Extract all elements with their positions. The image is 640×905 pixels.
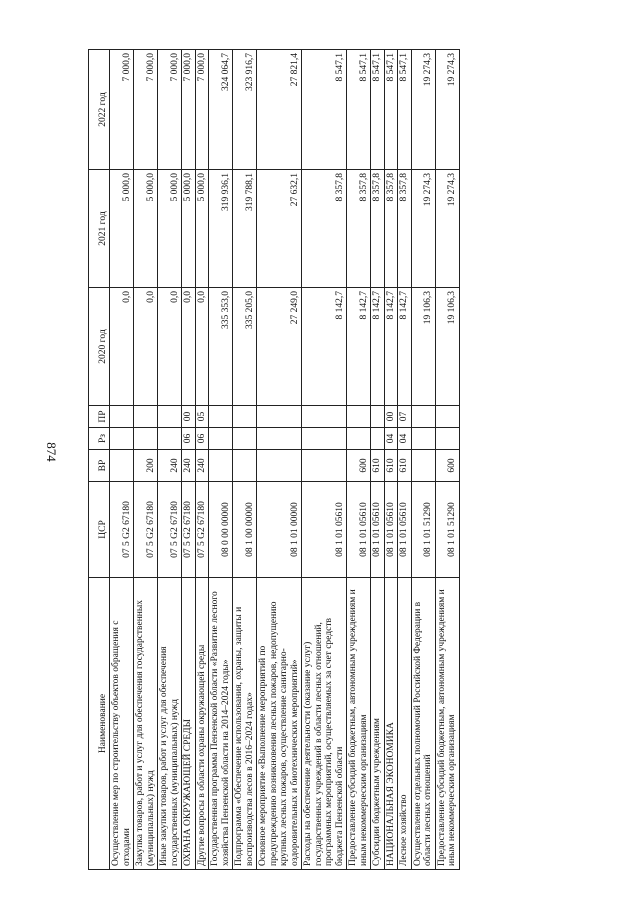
cell-pr [411,406,435,428]
cell-2021: 8 357,8 [371,170,385,288]
cell-pr [158,406,182,428]
table-row [302,50,347,870]
cell-rz [110,428,134,450]
cell-pr: 00 [182,406,196,428]
cell-rz [411,428,435,450]
cell-vr: 240 [158,450,182,482]
cell-name: Иные закупки товаров, работ и услуг для обеспечения государственных (муниципальных) нужд [158,578,182,870]
cell-pr [347,406,371,428]
cell-2022: 7 000,0 [158,50,182,170]
cell-rz [134,428,158,450]
cell-csr: 08 1 01 05610 [302,482,347,578]
cell-name: Субсидии бюджетным учреждениям [371,578,385,870]
table-row [209,50,233,870]
table-row [182,50,196,870]
cell-2022: 7 000,0 [195,50,209,170]
cell-csr: 08 1 01 05610 [347,482,371,578]
cell-vr [233,450,257,482]
cell-2020: 19 106,3 [411,288,435,406]
header-vr: ВР [89,450,110,482]
cell-name: Подпрограмма «Обеспечение использования, охраны, защиты и воспроизводства лесов в 2016–2024 годах» [233,578,257,870]
cell-csr: 07 5 G2 67180 [110,482,134,578]
cell-pr: 05 [195,406,209,428]
cell-2022: 8 547,1 [347,50,371,170]
header-rz: Рз [89,428,110,450]
cell-pr [302,406,347,428]
cell-pr [110,406,134,428]
cell-2021: 5 000,0 [158,170,182,288]
cell-rz [371,428,385,450]
cell-pr [233,406,257,428]
cell-2022: 323 916,7 [233,50,257,170]
cell-2022: 8 547,1 [302,50,347,170]
cell-vr [209,450,233,482]
cell-pr: 00 [384,406,398,428]
cell-rz: 04 [384,428,398,450]
cell-2021: 8 357,8 [384,170,398,288]
budget-table [88,49,460,870]
cell-vr [302,450,347,482]
table-row [110,50,134,870]
cell-name: Предоставление субсидий бюджетным, автономным учреждениям и иным некоммерческим организациям [435,578,459,870]
cell-name: Осуществление мер по строительству объектов обращения с отходами [110,578,134,870]
cell-rz [347,428,371,450]
cell-vr: 600 [435,450,459,482]
cell-2020: 8 142,7 [371,288,385,406]
cell-2021: 5 000,0 [110,170,134,288]
table-row [371,50,385,870]
cell-vr [110,450,134,482]
cell-pr [435,406,459,428]
table-row [384,50,398,870]
cell-2021: 27 632,1 [257,170,302,288]
cell-name: Закупка товаров, работ и услуг для обеспечения государственных (муниципальных) нужд [134,578,158,870]
table-row [195,50,209,870]
header-pr: ПР [89,406,110,428]
cell-rz: 06 [195,428,209,450]
cell-2021: 19 274,3 [435,170,459,288]
cell-2020: 335 205,0 [233,288,257,406]
cell-2021: 5 000,0 [134,170,158,288]
cell-name: Осуществление отдельных полномочий Российской Федерации в области лесных отношений [411,578,435,870]
cell-name: НАЦИОНАЛЬНАЯ ЭКОНОМИКА [384,578,398,870]
header-2022: 2022 год [89,50,110,170]
cell-pr: 07 [398,406,412,428]
rotated-table-container [88,50,618,870]
cell-2021: 5 000,0 [195,170,209,288]
cell-2022: 8 547,1 [384,50,398,170]
cell-2020: 27 249,0 [257,288,302,406]
cell-2021: 319 788,1 [233,170,257,288]
cell-2021: 19 274,3 [411,170,435,288]
cell-pr [209,406,233,428]
cell-pr [371,406,385,428]
header-2021: 2021 год [89,170,110,288]
table-body [110,50,460,870]
cell-rz [257,428,302,450]
cell-csr: 08 1 01 51290 [411,482,435,578]
cell-csr: 08 1 01 05610 [398,482,412,578]
table-row [257,50,302,870]
cell-2020: 0,0 [110,288,134,406]
cell-vr: 240 [182,450,196,482]
cell-pr [134,406,158,428]
cell-rz: 06 [182,428,196,450]
cell-vr: 240 [195,450,209,482]
cell-name: Предоставление субсидий бюджетным, автономным учреждениям и иным некоммерческим организациям [347,578,371,870]
cell-2022: 19 274,3 [411,50,435,170]
cell-name: Основное мероприятие «Выполнение мероприятий по предупреждению возникновения лесных пожаров, недопущению крупных лесных пожаров, осуществление санитарно-оздоровительных и биотехнических мероприятий» [257,578,302,870]
cell-2022: 8 547,1 [371,50,385,170]
header-csr: ЦСР [89,482,110,578]
cell-vr: 610 [384,450,398,482]
cell-csr: 07 5 G2 67180 [158,482,182,578]
cell-2020: 335 353,0 [209,288,233,406]
cell-rz [158,428,182,450]
cell-2021: 319 936,1 [209,170,233,288]
table-header-row [89,50,110,870]
table-row [347,50,371,870]
cell-vr: 600 [347,450,371,482]
cell-csr: 08 1 01 05610 [384,482,398,578]
cell-2020: 0,0 [182,288,196,406]
cell-rz [435,428,459,450]
cell-name: Лесное хозяйство [398,578,412,870]
page-number: 874 [44,442,59,462]
cell-name: Расходы на обеспечение деятельности (оказание услуг) государственных учреждений в области лесных отношений, программных мероприятий, осуществляемых за счет средств бюджета Пензенской области [302,578,347,870]
cell-2020: 8 142,7 [384,288,398,406]
cell-name: ОХРАНА ОКРУЖАЮЩЕЙ СРЕДЫ [182,578,196,870]
cell-csr: 08 0 00 00000 [209,482,233,578]
cell-csr: 07 5 G2 67180 [195,482,209,578]
cell-vr [411,450,435,482]
cell-rz [302,428,347,450]
cell-2022: 7 000,0 [134,50,158,170]
cell-vr [257,450,302,482]
cell-name: Государственная программа Пензенской области «Развитие лесного хозяйства Пензенской области на 2014–2024 годы» [209,578,233,870]
cell-rz [209,428,233,450]
cell-csr: 07 5 G2 67180 [134,482,158,578]
cell-2022: 7 000,0 [182,50,196,170]
table-row [411,50,435,870]
table-row [233,50,257,870]
cell-vr: 610 [398,450,412,482]
cell-2020: 0,0 [134,288,158,406]
cell-csr: 08 1 01 51290 [435,482,459,578]
header-2020: 2020 год [89,288,110,406]
table-row [398,50,412,870]
cell-vr: 200 [134,450,158,482]
cell-2020: 8 142,7 [347,288,371,406]
cell-pr [257,406,302,428]
cell-2022: 7 000,0 [110,50,134,170]
cell-name: Другие вопросы в области охраны окружающей среды [195,578,209,870]
cell-2022: 324 064,7 [209,50,233,170]
cell-csr: 08 1 00 00000 [233,482,257,578]
table-row [158,50,182,870]
cell-2022: 27 821,4 [257,50,302,170]
cell-csr: 08 1 01 00000 [257,482,302,578]
cell-2020: 8 142,7 [302,288,347,406]
table-row [134,50,158,870]
cell-2021: 8 357,8 [302,170,347,288]
cell-2020: 0,0 [195,288,209,406]
cell-2022: 19 274,3 [435,50,459,170]
cell-vr: 610 [371,450,385,482]
cell-csr: 07 5 G2 67180 [182,482,196,578]
cell-2020: 0,0 [158,288,182,406]
cell-2021: 8 357,8 [398,170,412,288]
cell-2020: 8 142,7 [398,288,412,406]
cell-rz: 04 [398,428,412,450]
cell-rz [233,428,257,450]
cell-2021: 8 357,8 [347,170,371,288]
cell-2021: 5 000,0 [182,170,196,288]
table-row [435,50,459,870]
header-name: Наименование [89,578,110,870]
cell-2022: 8 547,1 [398,50,412,170]
cell-2020: 19 106,3 [435,288,459,406]
cell-csr: 08 1 01 05610 [371,482,385,578]
